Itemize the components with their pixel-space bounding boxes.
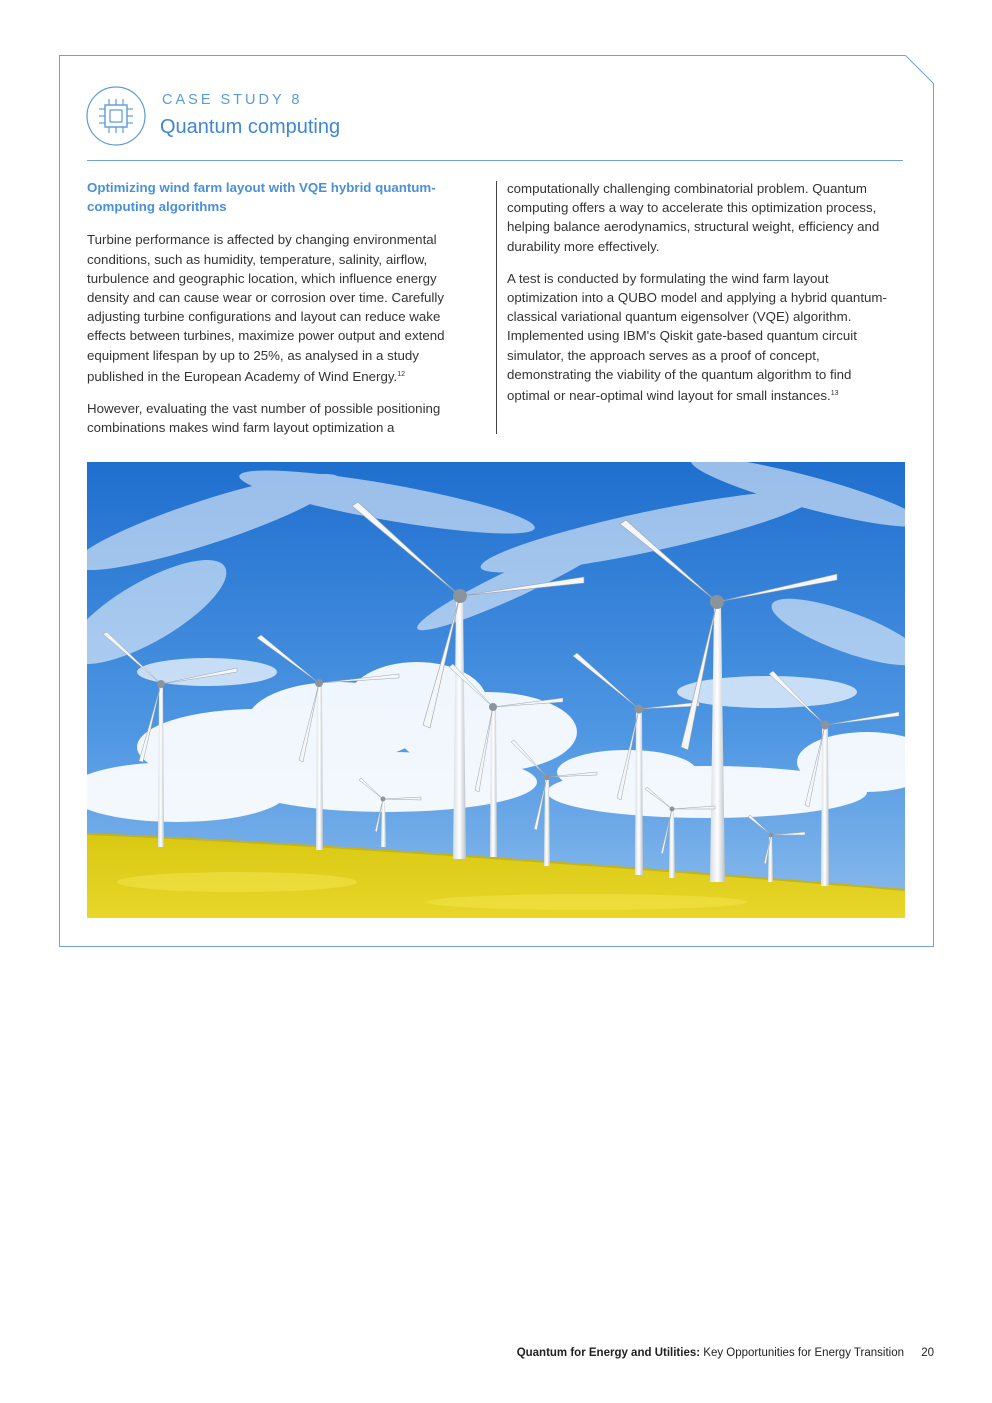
footer-report-title: Quantum for Energy and Utilities: [516, 1347, 701, 1359]
footer-report-subtitle: Key Opportunities for Energy Transition [703, 1347, 904, 1359]
right-column [507, 179, 897, 418]
case-study-title: Quantum computing [160, 116, 341, 138]
left-paragraph-1 [87, 230, 477, 386]
column-divider [496, 181, 497, 434]
chip-icon [86, 86, 146, 146]
left-paragraph-2: However, evaluating the vast number of possible positioning combinations makes wind farm layout optimization a [87, 401, 441, 436]
section-subheading: Optimizing wind farm layout with VQE hybrid quantum-computing algorithms [87, 180, 436, 215]
right-paragraph-1: computationally challenging combinatorial problem. Quantum computing offers a way to accelerate this optimization process, helping balance aerodynamics, structural weight, efficiency and durability more effectively. [507, 181, 880, 254]
header-divider [87, 160, 903, 161]
footnote-ref-13[interactable]: 13 [830, 390, 839, 398]
page-number: 20 [921, 1347, 934, 1359]
footnote-ref-12[interactable]: 12 [397, 370, 406, 378]
right-paragraph-2-text: A test is conducted by formulating the wind farm layout optimization into a QUBO model and applying a hybrid quantum-classical variational quantum eigensolver (VQE) algorithm. Implemented using IBM's Qiskit gate-based quantum circuit simulator, the approach serves as a proof of concept, demonstrating the viability of the quantum algorithm to find optimal or near-optimal wind layout for small instances. [507, 270, 887, 404]
case-study-kicker: CASE STUDY 8 [162, 92, 303, 108]
wind-farm-photo [87, 462, 905, 918]
page-footer [517, 1347, 934, 1359]
right-paragraph-2 [507, 269, 897, 405]
left-column [87, 178, 477, 450]
left-paragraph-1-text: Turbine performance is affected by changing environmental conditions, such as humidity, temperature, salinity, airflow, turbulence and geographic location, which influence energy density and can cause wear or corrosion over time. Carefully adjusting turbine configurations and layout can reduce wake effects between turbines, maximize power output and extend equipment lifespan by up to 25%, as analysed in a study published in the European Academy of Wind Energy. [87, 232, 445, 384]
